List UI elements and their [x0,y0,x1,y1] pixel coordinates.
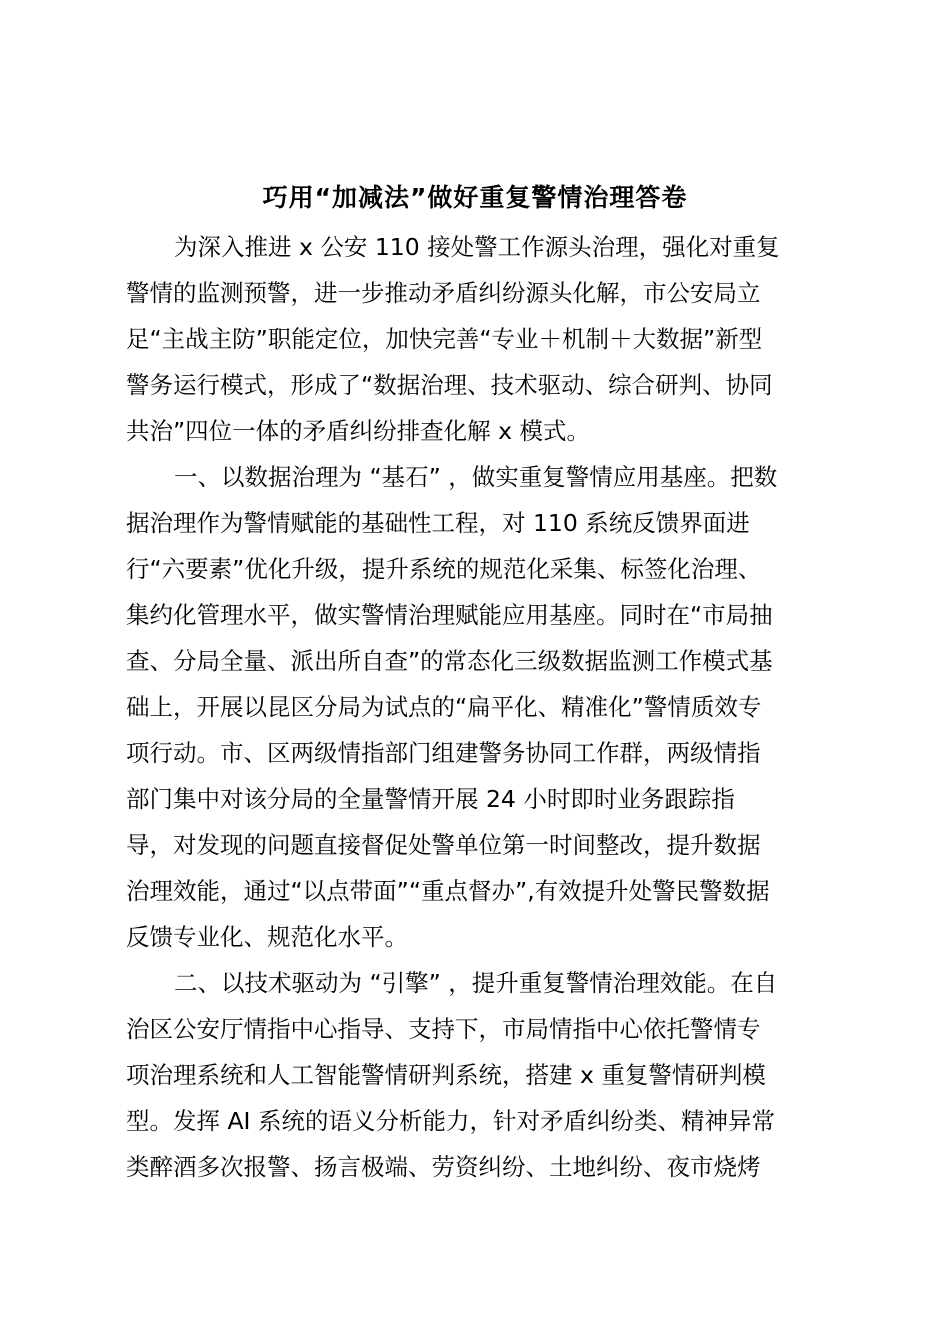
paragraph-line: 型。发挥 AI 系统的语义分析能力，针对矛盾纠纷类、精神异常 [126,1107,775,1135]
paragraph-line: 治理效能，通过“以点带面”“重点督办”,有效提升处警民警数据 [126,877,770,905]
paragraph-line: 二、以技术驱动为 “引擎” ，提升重复警情治理效能。在自 [174,969,778,997]
paragraph-line: 项行动。市、区两级情指部门组建警务协同工作群，两级情指 [126,739,761,767]
document-body [126,224,836,1190]
paragraph-intro [126,224,836,454]
paragraph-line: 据治理作为警情赋能的基础性工程，对 110 系统反馈界面进 [126,509,750,537]
paragraph-line: 类醉酒多次报警、扬言极端、劳资纠纷、土地纠纷、夜市烧烤 [126,1153,761,1181]
paragraph-tech-driven [126,960,836,1190]
paragraph-line: 反馈专业化、规范化水平。 [126,923,408,951]
paragraph-line: 足“主战主防”职能定位，加快完善“专业＋机制＋大数据”新型 [126,325,763,353]
paragraph-line: 警情的监测预警，进一步推动矛盾纠纷源头化解，市公安局立 [126,279,761,307]
paragraph-line: 导，对发现的问题直接督促处警单位第一时间整改，提升数据 [126,831,761,859]
document-title: 巧用“加减法”做好重复警情治理答卷 [262,183,688,212]
paragraph-line: 础上，开展以昆区分局为试点的“扁平化、精准化”警情质效专 [126,693,762,721]
paragraph-line: 行“六要素”优化升级，提升系统的规范化采集、标签化治理、 [126,555,762,583]
paragraph-data-governance [126,454,836,960]
paragraph-line: 部门集中对该分局的全量警情开展 24 小时即时业务跟踪指 [126,785,735,813]
paragraph-line: 项治理系统和人工智能警情研判系统，搭建 x 重复警情研判模 [126,1061,766,1089]
paragraph-line: 一、以数据治理为 “基石” ，做实重复警情应用基座。把数 [174,463,778,491]
paragraph-line: 治区公安厅情指中心指导、支持下，市局情指中心依托警情专 [126,1015,761,1043]
paragraph-line: 查、分局全量、派出所自查”的常态化三级数据监测工作模式基 [126,647,773,675]
paragraph-line: 集约化管理水平，做实警情治理赋能应用基座。同时在“市局抽 [126,601,773,629]
paragraph-line: 为深入推进 x 公安 110 接处警工作源头治理，强化对重复 [174,233,780,261]
paragraph-line: 警务运行模式，形成了“数据治理、技术驱动、综合研判、协同 [126,371,773,399]
paragraph-line: 共治”四位一体的矛盾纠纷排查化解 x 模式。 [126,417,591,445]
